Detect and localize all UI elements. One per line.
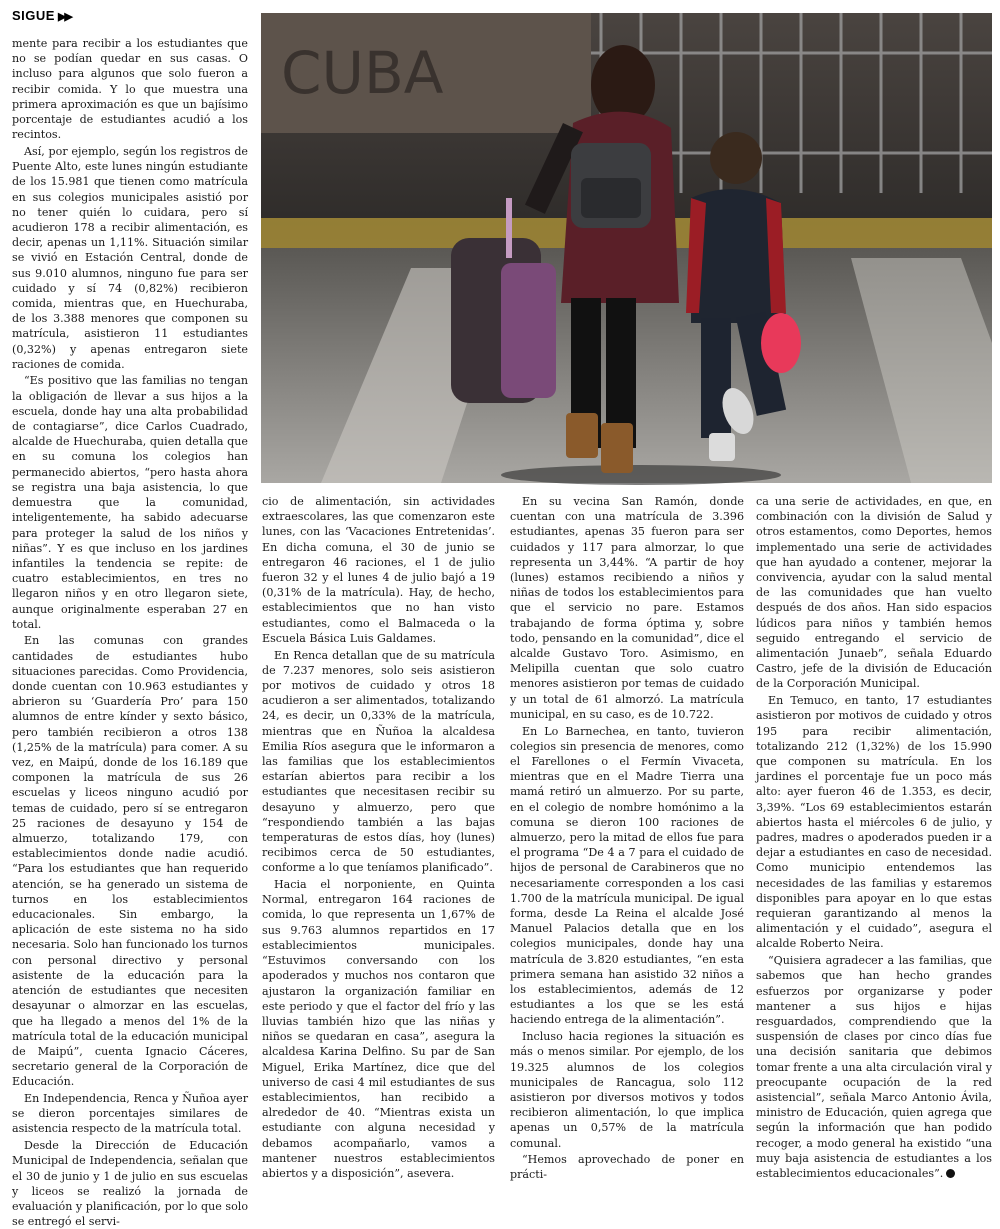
wall-graffiti: CUBA xyxy=(281,39,444,107)
paragraph: cio de alimentación, sin actividades extraescolares, las que comenzaron este lunes, con las ‘Vacaciones Entretenidas’. En dicha comuna, el 30 de junio se entregaron 46 raciones, el 1 de julio fueron 32 y el lunes 4 de julio bajó a 19 (0,31% de la matrícula). Hay, de hecho, establecimientos que no han visto estudiantes, como el Balmaceda o la Escuela Básica Luis Galdames. xyxy=(262,495,495,645)
article-column-3 xyxy=(510,494,744,1182)
end-of-article-icon xyxy=(946,1169,955,1178)
paragraph: mente para recibir a los estudiantes que no se podían quedar en sus casas. O incluso para algunos que solo fueron a recibir comida. Y lo que muestra una primera aproximación es que un bajísimo porcentaje de estudiantes acudió a los recintos. xyxy=(12,37,248,142)
photo-illustration xyxy=(261,13,992,483)
paragraph: ca una serie de actividades, en que, en combinación con la división de Salud y otros estamentos, como Deportes, hemos implementado una serie de actividades que han ayudado a contener, mejorar la convivencia, ayudar con la salud mental de las comunidades que han vuelto después de dos años. Han sido espacios lúdicos para niños y también hemos seguido entregando el servicio de alimentación Junaeb”, señala Eduardo Castro, jefe de la división de Educación de la Corporación Municipal. xyxy=(756,495,992,691)
article-column-4 xyxy=(756,494,992,1180)
section-kicker xyxy=(12,8,71,23)
paragraph: En Renca detallan que de su matrícula de 7.237 menores, solo seis asistieron por motivos de cuidado y otros 18 acudieron a ser alimentados, totalizando 24, es decir, un 0,33% de la matrícula, mientras que en Ñuñoa la alcaldesa Emilia Ríos asegura que le informaron a las familias que los establecimientos estarían abiertos para recibir a los estudiantes que necesitasen recibir su desayuno y almuerzo, pero que “respondiendo también a las bajas temperaturas de estos días, hoy (lunes) recibimos cerca de 50 estudiantes, conforme a lo que teníamos planificado”. xyxy=(262,648,495,875)
paragraph: En las comunas con grandes cantidades de estudiantes hubo situaciones parecidas. Como Providencia, donde cuentan con 10.963 estudiantes y abrieron su ‘Guardería Pro’ para 150 alumnos de entre kínder y sexto básico, pero también recibieron a otros 138 (1,25% de la matrícula) para comer. A su vez, en Maipú, donde de los 16.189 que componen la matrícula de sus 26 escuelas y liceos ninguno acudió por temas de cuidado, pero sí se entregaron 25 raciones de desayuno y 154 de almuerzo, totalizando 179, con establecimientos donde nadie acudió. “Para los estudiantes que han requerido atención, se ha generado un sistema de turnos en los establecimientos educacionales. Sin embargo, la aplicación de este sistema no ha sido necesaria. Solo han funcionado los turnos con personal directivo y personal asistente de la educación para la atención de estudiantes que necesiten desayunar o almorzar en las escuelas, que ha llegado a menos del 1% de la matrícula total de la educación municipal de Maipú”, cuenta Ignacio Cáceres, secretario general de la Corporación de Educación. xyxy=(12,634,248,1089)
paragraph: En Lo Barnechea, en tanto, tuvieron colegios sin presencia de menores, como el Farellones o el Fermín Vivaceta, mientras que en el Madre Tierra una mamá retiró un almuerzo. Por su parte, en el colegio de nombre homónimo a la comuna se dieron 100 raciones de almuerzo, pero la mitad de ellos fue para el programa “De 4 a 7 para el cuidado de hijos de personal de Carabineros que no necesariamente corresponden a los casi 1.700 de la matrícula municipal. De igual forma, desde La Reina el alcalde José Manuel Palacios detalla que en los colegios municipales, donde hay una matrícula de 3.820 estudiantes, “en esta primera semana han asistido 32 niños a los establecimientos, además de 12 estudiantes a los que se les está haciendo entrega de la alimentación”. xyxy=(510,724,744,1027)
red-balloon xyxy=(761,313,801,373)
article-photo xyxy=(261,13,992,483)
paragraph: Hacia el norponiente, en Quinta Normal, entregaron 164 raciones de comida, lo que representa un 1,67% de sus 9.763 alumnos repartidos en 17 establecimientos municipales. “Estuvimos conversando con los apoderados y muchos nos contaron que ajustaron la organización familiar en este periodo y que el factor del frío y las lluvias también hizo que las niñas y niños se quedaran en casa”, asegura la alcaldesa Karina Delfino. Su par de San Miguel, Erika Martínez, dice que del universo de casi 4 mil estudiantes de sus establecimientos, han recibido a alrededor de 40. “Mientras exista un estudiante con alguna necesidad y debamos acompañarlo, vamos a mantener nuestros establecimientos abiertos y a disposición”, asevera. xyxy=(262,878,495,1180)
article-column-1 xyxy=(12,36,248,1229)
paragraph: “Es positivo que las familias no tengan la obligación de llevar a sus hijos a la escuela, donde hay una alta probabilidad de contagiarse”, dice Carlos Cuadrado, alcalde de Huechuraba, quien detalla que en su comuna los colegios han permanecido abiertos, “pero hasta ahora se registra una baja asistencia, lo que demuestra que la comunidad, inteligentemente, ha sabido adecuarse para proteger la salud de los niños y niñas”. Y es que incluso en los jardines infantiles la tendencia se repite: de cuatro establecimientos, en tres no llegaron niños y en otro llegaron siete, aunque originalmente esperaban 27 en total. xyxy=(12,374,248,631)
paragraph: En Temuco, en tanto, 17 estudiantes asistieron por motivos de cuidado y otros 195 para recibir alimentación, totalizando 212 (1,32%) de los 15.990 que componen su matrícula. En los jardines el porcentaje fue un poco más alto: ayer fueron 46 de 1.353, es decir, 3,39%. “Los 69 establecimientos estarán abiertos hasta el miércoles 6 de julio, y padres, madres o apoderados pueden ir a dejar a estudiantes en caso de necesidad. Como municipio entendemos las necesidades de las familias y estaremos disponibles para apoyar en lo que estas requieran garantizando al menos la alimentación y el cuidado”, asegura el alcalde Roberto Neira. xyxy=(756,694,992,951)
paragraph: En Independencia, Renca y Ñuñoa ayer se dieron porcentajes similares de asistencia respecto de la matrícula total. xyxy=(12,1092,248,1136)
paragraph: Incluso hacia regiones la situación es más o menos similar. Por ejemplo, de los 19.325 alumnos de los colegios municipales de Rancagua, solo 112 asistieron por diversos motivos y todos recibieron alimentación, lo que implica apenas un 0,57% de la matrícula comunal. xyxy=(510,1030,744,1150)
paragraph-final xyxy=(756,953,992,1181)
paragraph-text: “Quisiera agradecer a las familias, que sabemos que han hecho grandes esfuerzos por organizarse y poder mantener a sus hijos e hijas resguardados, comprendiendo que la suspensión de clases por cinco días fue una decisión sanitaria que debimos tomar frente a una alta circulación viral y preocupante ocupación de la red asistencial”, señala Marco Antonio Ávila, ministro de Educación, quien agrega que según la información que han podido recoger, a modo general ha existido “una muy baja asistencia de estudiantes a los establecimientos educacionales”. xyxy=(756,954,992,1180)
article-column-2 xyxy=(262,494,495,1180)
kicker-label: SIGUE xyxy=(12,8,55,23)
paragraph: En su vecina San Ramón, donde cuentan con una matrícula de 3.396 estudiantes, apenas 35 fueron para ser cuidados y 117 para almorzar, lo que representa un 3,44%. “A partir de hoy (lunes) estamos recibiendo a niños y niñas de todos los establecimientos para que el servicio no pare. Estamos trabajando de forma óptima y, sobre todo, pensando en la comunidad”, dice el alcalde Gustavo Toro. Asimismo, en Melipilla cuentan que solo cuatro menores asistieron por temas de cuidado y un total de 61 almorzó. La matrícula municipal, en su caso, es de 10.722. xyxy=(510,495,744,721)
paragraph: Así, por ejemplo, según los registros de Puente Alto, este lunes ningún estudiante de los 15.981 que tienen como matrícula en sus colegios municipales asistió por no tener quién lo cuidara, pero sí acudieron 178 a recibir alimentación, es decir, apenas un 1,11%. Situación similar se vivió en Estación Central, donde de sus 9.010 alumnos, ninguno fue para ser cuidado y sí 74 (0,82%) recibieron comida, mientras que, en Huechuraba, de los 3.388 menores que componen su matrícula, asistieron 11 estudiantes (0,32%) y apenas entregaron siete raciones de comida. xyxy=(12,144,248,371)
paragraph: “Hemos aprovechado de poner en prácti- xyxy=(510,1153,744,1182)
paragraph: Desde la Dirección de Educación Municipal de Independencia, señalan que el 30 de junio y 1 de julio en sus escuelas y liceos se realizó la jornada de evaluación y planificación, por lo que solo se entregó el servi- xyxy=(12,1139,248,1229)
double-arrow-right-icon: ▶▶ xyxy=(57,11,71,23)
